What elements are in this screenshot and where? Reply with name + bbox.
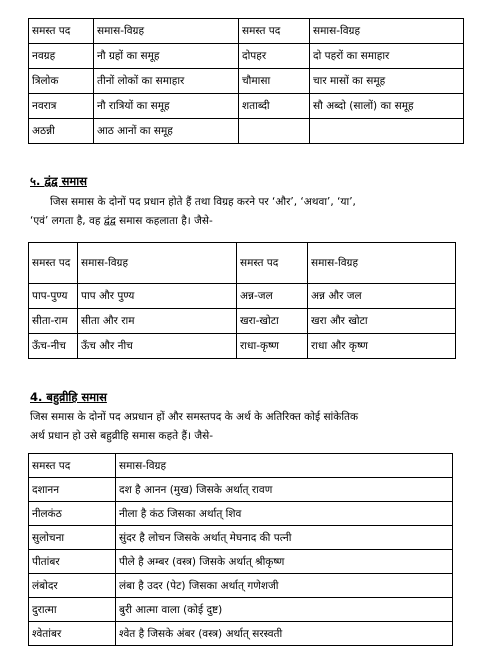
table-cell: नीला है कंठ जिसका अर्थात् शिव bbox=[116, 502, 453, 526]
header-cell: समस्त पद bbox=[29, 243, 78, 284]
table-cell: दोपहर bbox=[239, 44, 310, 69]
table-row bbox=[29, 550, 453, 574]
table-cell: त्रिलोक bbox=[29, 69, 94, 94]
table-cell: सुलोचना bbox=[29, 526, 116, 550]
header-cell: समस्त पद bbox=[29, 19, 94, 44]
table-cell: आठ आनों का समूह bbox=[94, 119, 239, 144]
section-heading-dvandva: ५. द्वंद्व समास bbox=[30, 174, 87, 188]
table-cell: खरा और खोटा bbox=[308, 309, 456, 334]
header-cell: समास-विग्रह bbox=[310, 19, 464, 44]
table-cell: नौ रात्रियों का समूह bbox=[94, 94, 239, 119]
header-cell: समास-विग्रह bbox=[78, 243, 237, 284]
table-cell: सीता-राम bbox=[29, 309, 78, 334]
table-cell: नीलकंठ bbox=[29, 502, 116, 526]
table-row bbox=[29, 526, 453, 550]
section-heading-bahuvrihi: 4. बहुव्रीहि समास bbox=[30, 390, 107, 404]
table-header-row bbox=[29, 243, 456, 284]
table-cell: दश है आनन (मुख) जिसके अर्थात् रावण bbox=[116, 478, 453, 502]
table-cell: पीतांबर bbox=[29, 550, 116, 574]
bahuvrihi-examples-table bbox=[28, 453, 453, 646]
header-cell: समास-विग्रह bbox=[116, 454, 453, 478]
table-cell: बुरी आत्मा वाला (कोई दुष्ट) bbox=[116, 598, 453, 622]
table-cell: अठन्नी bbox=[29, 119, 94, 144]
header-cell: समास-विग्रह bbox=[308, 243, 456, 284]
table-cell: लंबा है उदर (पेट) जिसका अर्थात् गणेशजी bbox=[116, 574, 453, 598]
table-cell: पीले है अम्बर (वस्त्र) जिसके अर्थात् श्रीकृष्ण bbox=[116, 550, 453, 574]
table-cell: ऊँच-नीच bbox=[29, 334, 78, 359]
header-cell: समस्त पद bbox=[237, 243, 308, 284]
table-cell bbox=[310, 119, 464, 144]
table-cell: राधा-कृष्ण bbox=[237, 334, 308, 359]
table-row bbox=[29, 598, 453, 622]
table-cell: अन्न-जल bbox=[237, 284, 308, 309]
table-cell: सुंदर है लोचन जिसके अर्थात् मेघनाद की पत्नी bbox=[116, 526, 453, 550]
table-cell: दशानन bbox=[29, 478, 116, 502]
paragraph-line: अर्थ प्रधान हो उसे बहुव्रीहि समास कहते हैं। जैसे- bbox=[30, 430, 214, 442]
table-cell bbox=[239, 119, 310, 144]
table-row bbox=[29, 334, 456, 359]
table-row bbox=[29, 284, 456, 309]
table-cell: पाप और पुण्य bbox=[78, 284, 237, 309]
table-cell: दो पहरों का समाहार bbox=[310, 44, 464, 69]
table-cell: पाप-पुण्य bbox=[29, 284, 78, 309]
table-cell: दुरात्मा bbox=[29, 598, 116, 622]
table-row bbox=[29, 309, 456, 334]
table-cell: नवग्रह bbox=[29, 44, 94, 69]
table-cell: श्वेतांबर bbox=[29, 622, 116, 646]
header-cell: समास-विग्रह bbox=[94, 19, 239, 44]
table-cell: सौ अब्दो (सालों) का समूह bbox=[310, 94, 464, 119]
table-cell: श्वेत है जिसके अंबर (वस्त्र) अर्थात् सरस्वती bbox=[116, 622, 453, 646]
dvigu-examples-table bbox=[28, 18, 464, 144]
paragraph-line: जिस समास के दोनों पद अप्रधान हों और समस्तपद के अर्थ के अतिरिक्त कोई सांकेतिक bbox=[30, 411, 359, 423]
table-cell: राधा और कृष्ण bbox=[308, 334, 456, 359]
table-row bbox=[29, 502, 453, 526]
header-cell: समस्त पद bbox=[29, 454, 116, 478]
table-row bbox=[29, 478, 453, 502]
table-cell: नवरात्र bbox=[29, 94, 94, 119]
header-cell: समस्त पद bbox=[239, 19, 310, 44]
table-cell: तीनों लोकों का समाहार bbox=[94, 69, 239, 94]
table-cell: ऊँच और नीच bbox=[78, 334, 237, 359]
table-row bbox=[29, 574, 453, 598]
table-header-row bbox=[29, 454, 453, 478]
table-row bbox=[29, 69, 464, 94]
paragraph-line: ‘एवं’ लगता है, वह द्वंद्व समास कहलाता है। जैसे- bbox=[30, 215, 213, 227]
table-cell: चौमासा bbox=[239, 69, 310, 94]
table-cell: खरा-खोटा bbox=[237, 309, 308, 334]
table-cell: चार मासों का समूह bbox=[310, 69, 464, 94]
table-cell: नौ ग्रहों का समूह bbox=[94, 44, 239, 69]
table-row bbox=[29, 622, 453, 646]
table-row bbox=[29, 119, 464, 144]
table-cell: सीता और राम bbox=[78, 309, 237, 334]
table-row bbox=[29, 94, 464, 119]
table-cell: लंबोदर bbox=[29, 574, 116, 598]
table-cell: अन्न और जल bbox=[308, 284, 456, 309]
table-cell: शताब्दी bbox=[239, 94, 310, 119]
table-row bbox=[29, 44, 464, 69]
table-header-row bbox=[29, 19, 464, 44]
paragraph-line: जिस समास के दोनों पद प्रधान होते हैं तथा विग्रह करने पर ‘और’, ‘अथवा’, ‘या’, bbox=[50, 196, 356, 208]
dvandva-examples-table bbox=[28, 242, 456, 359]
